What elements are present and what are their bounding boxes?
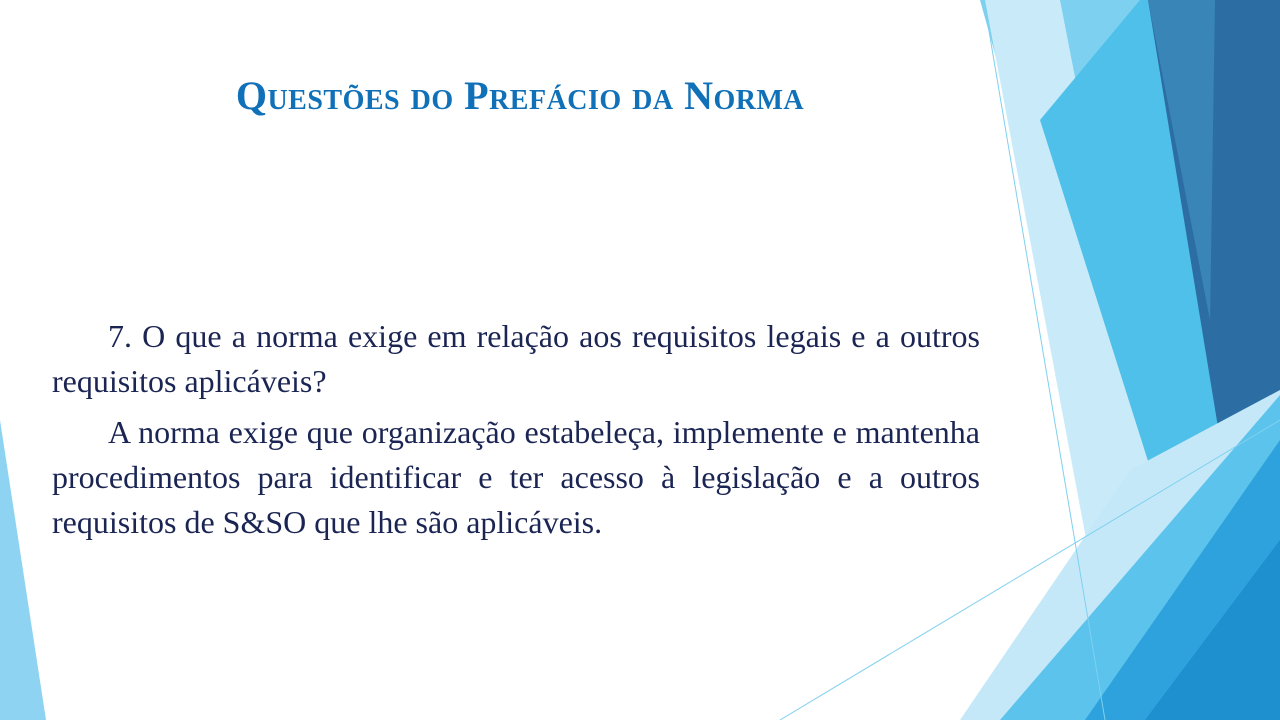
answer-paragraph: A norma exige que organização estabeleça, implemente e mantenha procedimentos para identificar e ter acesso à legislação e a outros requisitos de S&SO que lhe são aplicáveis. — [52, 414, 980, 540]
slide-title: Questões do Prefácio da Norma — [235, 73, 805, 118]
left-edge-triangle — [0, 420, 46, 720]
slide-body — [52, 314, 980, 551]
question-paragraph: 7. O que a norma exige em relação aos requisitos legais e a outros requisitos aplicáveis? — [52, 318, 980, 399]
